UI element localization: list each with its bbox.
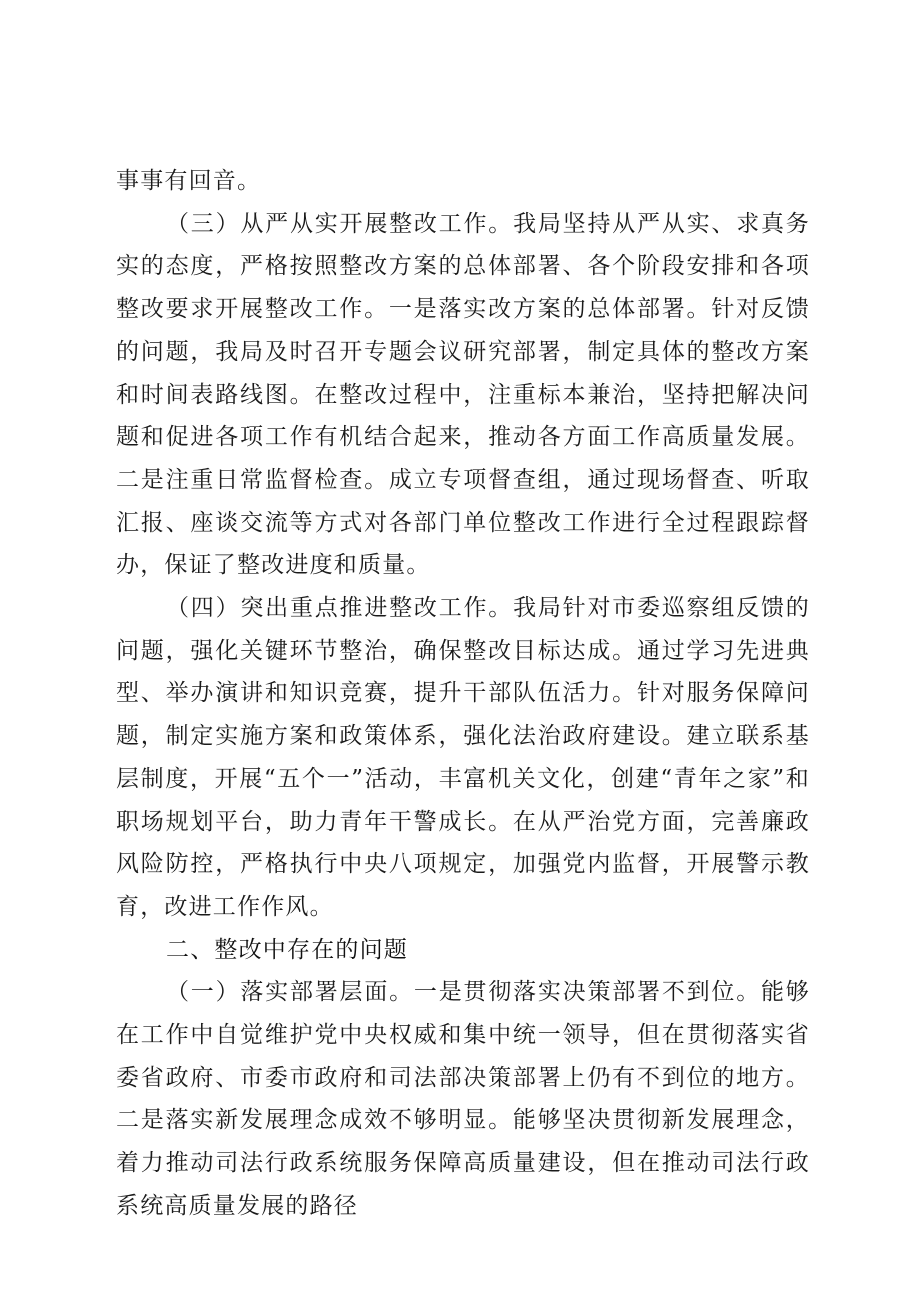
section-heading-problems: 二、整改中存在的问题 — [166, 936, 408, 963]
paragraph-continuation: 事事有回音。 — [116, 168, 262, 194]
paragraph-section-3: （三）从严从实开展整改工作。我局坚持从严从实、求真务实的态度，严格按照整改方案的总体部署、各个阶段安排和各项整改要求开展整改工作。一是落实改方案的总体部署。针对反馈的问题，我局及时召开专题会议研究部署，制定具体的整改方案和时间表路线图。在整改过程中，注重标本兼治，坚持把解决问题和促进各项工作有机结合起来，推动各方面工作高质量发展。二是注重日常监督检查。成立专项督查组，通过现场督查、听取汇报、座谈交流等方式对各部门单位整改工作进行全过程跟踪督办，保证了整改进度和质量。 — [116, 210, 810, 579]
document-body — [116, 160, 810, 1228]
paragraph-section-4: （四）突出重点推进整改工作。我局针对市委巡察组反馈的问题，强化关键环节整治，确保整改目标达成。通过学习先进典型、举办演讲和知识竞赛，提升干部队伍活力。针对服务保障问题，制定实施方案和政策体系，强化法治政府建设。建立联系基层制度，开展“五个一”活动，丰富机关文化，创建“青年之家”和职场规划平台，助力青年干警成长。在从严治党方面，完善廉政风险防控，严格执行中央八项规定，加强党内监督，开展警示教育，改进工作作风。 — [116, 595, 810, 920]
paragraph-problems-1: （一）落实部署层面。一是贯彻落实决策部署不到位。能够在工作中自觉维护党中央权威和集中统一领导，但在贯彻落实省委省政府、市委市政府和司法部决策部署上仍有不到位的地方。二是落实新发展理念成效不够明显。能够坚决贯彻新发展理念，着力推动司法行政系统服务保障高质量建设，但在推动司法行政系统高质量发展的路径 — [116, 979, 810, 1219]
